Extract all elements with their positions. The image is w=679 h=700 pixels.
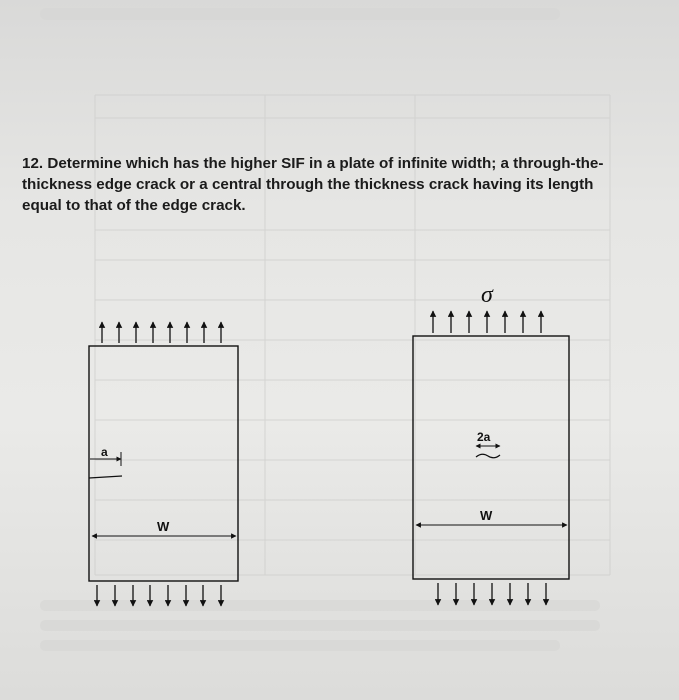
center-width-label: W (480, 508, 493, 523)
center-crack-figure (413, 282, 569, 605)
center-crack-line (476, 454, 500, 458)
question-number: 12. (22, 155, 44, 172)
edge-crack-plate (89, 346, 238, 581)
center-bottom-stress-arrows (438, 583, 546, 605)
question-line-1-text: Determine which has the higher SIF in a plate of infinite width; a through-the- (47, 155, 604, 172)
edge-bottom-stress-arrows (97, 585, 221, 606)
edge-crack-figure (89, 322, 238, 606)
edge-crack-line (89, 476, 122, 478)
edge-width-label: W (157, 519, 170, 534)
edge-top-stress-arrows (102, 322, 221, 343)
question-line-2: thickness edge crack or a central through the thickness crack having its length (22, 176, 594, 193)
center-top-stress-arrows (433, 311, 541, 333)
stress-symbol: σ (481, 282, 493, 308)
question-line-3: equal to that of the edge crack. (22, 197, 246, 214)
edge-crack-label: a (101, 445, 108, 459)
center-crack-label: 2a (477, 430, 491, 444)
